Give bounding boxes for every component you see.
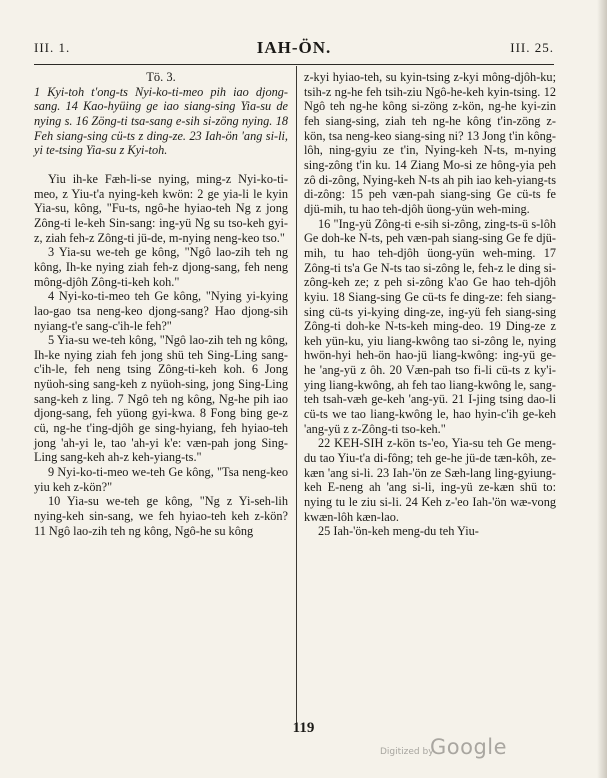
header-rule [34,64,554,65]
verse-paragraph: 9 Nyi-ko-ti-meo we-teh Ge kông, "Tsa neng-keo yiu keh z-kön?" [34,465,288,494]
verse-paragraph: 25 Iah-'ön-keh meng-du teh Yiu- [318,524,479,539]
verse-paragraph: z-kyi hyiao-teh, su kyin-tsing z-kyi mông-djôh-ku; tsih-z ng-he feh tsih-ziu Ngô-he-keh kyin-tsing. 12 Ngô teh ng-he kông si-zöng z-kön, ng-he kyi-zin feh siang-sing, ziah teh ng-he kông t'in-zöng z-kön, tsa neng-keo siang-sing ni? 13 Jong t'in kông-lôh, ning-gyiu ze t'in, Nying-keh N-ts, m-nying sing-zông t'in ku. 14 Ziang Mo-si ze hông-yia peh zô di-zông, Nying-keh N-ts ah pih iao keh-yiang-ts di-zông: 15 peh væn-pah siang-sing Ge cü-ts fe djü-mih, tu hao teh-djôh üong-yün weh-ming. [304,70,556,216]
verse-paragraph: Yiu ih-ke Fæh-li-se nying, ming-z Nyi-ko-ti-meo, z Yiu-t'a nying-keh kwön: 2 ge yia-li le kyin Yia-su, kông, "Fu-ts, ngô-he hyiao-teh Ng z jong Zông-ti le-keh Sin-sang: ing-yü Ng su tso-keh gyi-z, ziah feh-z Zông-ti jü-de, m-nying neng-keo tso." [34,171,288,245]
column-divider [296,66,297,732]
verse-paragraph: 5 Yia-su we-teh kông, "Ngô lao-zih teh ng kông, Ih-ke nying ziah feh jong shü teh Sing-Ling sang-c'ih-le, feh neng tsing Zông-ti-keh koh. 6 Jong nyüoh-sing sang-keh z nyüoh-sing, jong Sing-Ling sang-keh z ling. 7 Ngô teh ng kông, Ng-he pih iao djong-sang, feh yüong gyi-kwa. 8 Fong bing ge-z cü, ng-he t'ing-djôh ge sing-hyiang, feh hyiao-teh jong 'ah-yi le, tao 'ah-yi k'e: væn-pah jong Sing-Ling sang-keh ah-z keh-yiang-ts." [34,333,288,465]
right-column [304,70,556,539]
left-column [34,70,288,538]
chapter-summary-title: Tö. 3. [146,70,176,84]
page-number: 119 [292,720,315,736]
page-edge-shadow [597,0,607,778]
verse-paragraph: 22 KEH-SIH z-kön ts-'eo, Yia-su teh Ge meng-du tao Yiu-t'a di-fông; teh ge-he jü-de tæn-kôh, ze-kæn 'ang si-li. 23 Iah-'ön ze Sæh-lang ling-gyiung-keh E-neng ah 'ang si-li, ing-yü ze-kæn shü to: nying tu le ziu si-li. 24 Keh z-'eo Iah-'ön wæ-vong kwæn-lôh kæn-lao. [304,436,556,524]
digitization-watermark [380,735,520,763]
watermark-caption: Digitized by [380,747,434,757]
verse-paragraph: 4 Nyi-ko-ti-meo teh Ge kông, "Nying yi-kying lao-gao tsa neng-keo djong-sang? Hao djong-sih nyiang-t'e sang-c'ih-le feh?" [34,289,288,333]
running-head [34,40,554,62]
verse-paragraph: 16 "Ing-yü Zông-ti e-sih si-zông, zing-ts-ü s-lôh Ge doh-ke N-ts, peh væn-pah siang-sing Ge fe djü-mih, tu hao teh-djôh üong-yün weh-ming. 17 Zông-ti ts'a Ge N-ts tao si-zông le, feh-z le ding si-zông-keh ze; z peh si-zông k'ao Ge hao teh-djôh kyiu. 18 Siang-sing Ge cü-ts fe ding-ze: feh siang-sing cü-ts yi-kying ding-ze, ing-yü feh siang-sing Zông-ti doh-ke N-ts-keh ming-deo. 19 Ding-ze z keh yün-ku, yiu liang-kwông tao si-zông le, nying hwön-hyi heh-ön hao-jü liang-kwông: ing-yü ge-he 'ang-yü z ôh. 20 Væn-pah tso fi-li cü-ts z ky'i-ying liang-kwông, ah feh tao liang-kwông le, sang-teh tsah-væh ge-keh 'ang-yü. 21 I-jing tsing dao-li cü-ts we tao liang-kwông le, hao hyin-c'ih ge-keh 'ang-yü z z-Zông-ti tso-keh." [304,216,556,436]
google-logo: Google [430,735,508,759]
verse-paragraph: 3 Yia-su we-teh ge kông, "Ngô lao-zih teh ng kông, Ih-ke nying ziah feh-z djong-sang, feh neng mông-djôh Zông-ti-keh koh." [34,245,288,289]
chapter-summary: 1 Kyi-toh t'ong-ts Nyi-ko-ti-meo pih iao djong-sang. 14 Kao-hyüing ge iao siang-sing Yia-su de nying s. 16 Zöng-ti tsa-sang e-sih si-zöng nying. 18 Feh siang-sing cü-ts z ding-ze. 23 Iah-ön 'ang si-li, yi te-tsing Yia-su z Kyi-toh. [34,84,288,158]
running-head-left: III. 1. [34,40,71,55]
verse-paragraph: 10 Yia-su we-teh ge kông, "Ng z Yi-seh-lih nying-keh sin-sang, we feh hyiao-teh keh z-kön? 11 Ngô lao-zih teh ng kông, Ngô-he su kông [34,494,288,538]
running-head-title: IAH-ÖN. [256,38,332,57]
running-head-right: III. 25. [510,40,554,55]
